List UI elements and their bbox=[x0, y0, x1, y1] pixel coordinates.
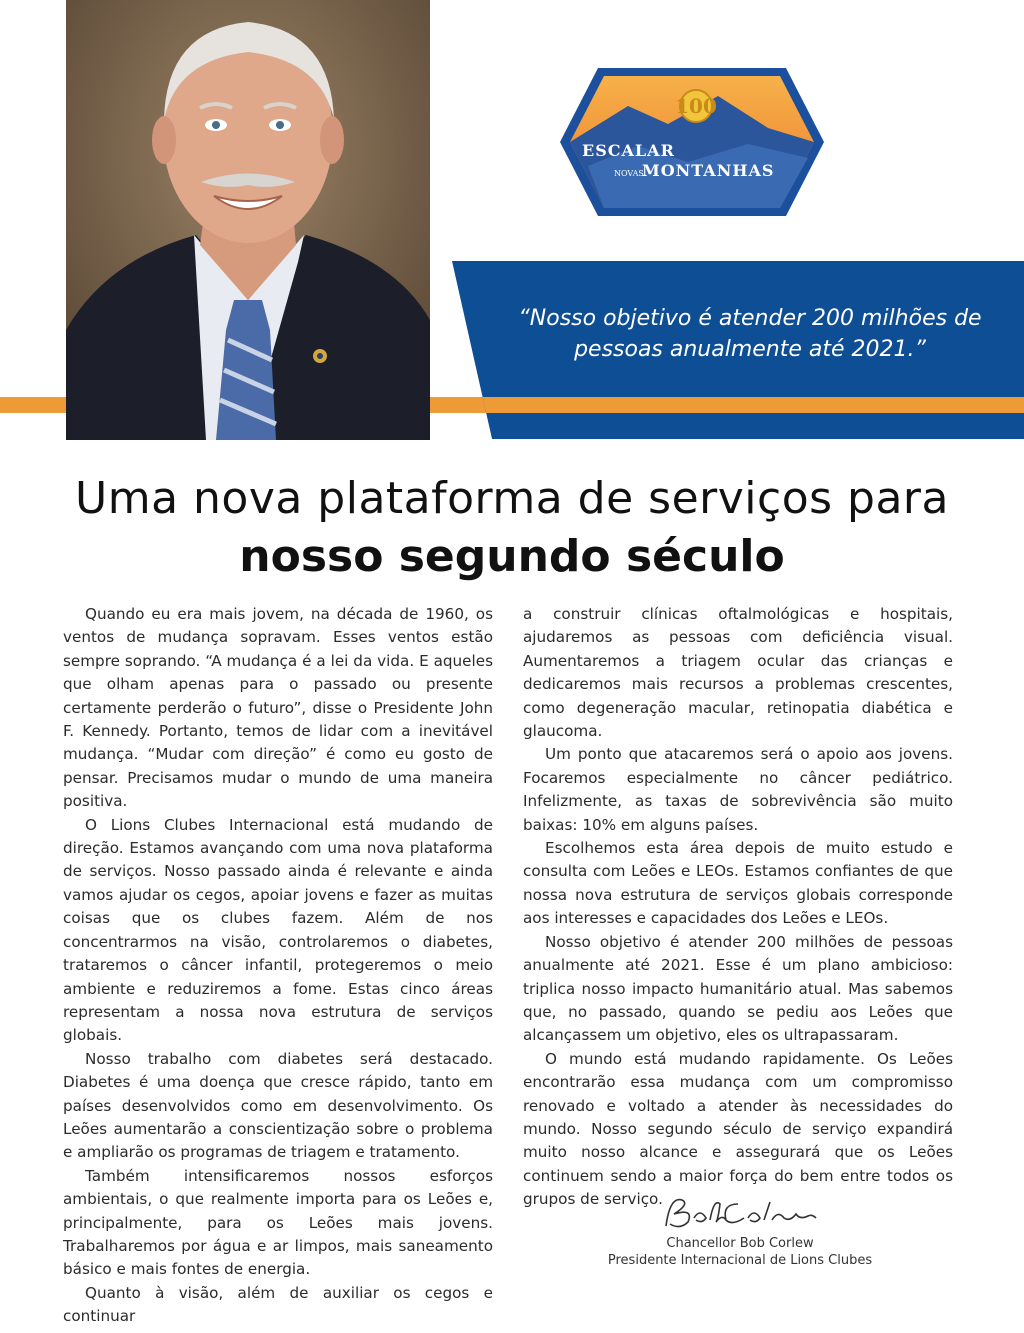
handwritten-signature bbox=[660, 1190, 820, 1234]
orange-stripe-overlay bbox=[452, 397, 1024, 413]
portrait-illustration bbox=[66, 0, 430, 440]
logo-line1: ESCALAR bbox=[582, 141, 675, 160]
right-column bbox=[523, 603, 953, 1212]
centennial-logo bbox=[558, 66, 826, 218]
paragraph: a construir clínicas oftalmológicas e hospitais, ajudaremos as pessoas com deficiência visual. Aumentaremos a triagem ocular das crianças e dedicaremos mais recursos a problemas crescentes, como degeneração macular, retinopatia diabética e glaucoma. bbox=[523, 605, 953, 741]
paragraph: Escolhemos esta área depois de muito estudo e consulta com Leões e LEOs. Estamos confiantes de que nossa nova estrutura de serviços globais corresponde aos interesses e capacidades dos Leões e LEOs. bbox=[523, 839, 953, 928]
logo-line2: MONTANHAS bbox=[642, 161, 775, 180]
logo-line2-small: NOVAS bbox=[614, 169, 644, 178]
president-portrait bbox=[66, 0, 430, 440]
logo-centennial: 100 bbox=[675, 94, 717, 118]
article-title bbox=[0, 470, 1024, 586]
pull-quote: “Nosso objetivo é atender 200 milhões de pessoas anualmente até 2021.” bbox=[518, 306, 982, 362]
paragraph: Nosso trabalho com diabetes será destacado. Diabetes é uma doença que cresce rápido, tanto em países desenvolvidos como em desenvolvimento. Os Leões aumentarão a conscientização sobre o problema e ampliarão os programas de triagem e tratamento. bbox=[63, 1049, 493, 1162]
signatory-name: Chancellor Bob Corlew bbox=[666, 1236, 814, 1251]
title-line-1: Uma nova plataforma de serviços para bbox=[75, 473, 949, 524]
paragraph: Quando eu era mais jovem, na década de 1960, os ventos de mudança sopravam. Esses ventos estão sempre soprando. “A mudança é a lei da vida. E aqueles que olham apenas para o passado ou presente certamente perderão o futuro”, disse o Presidente John F. Kennedy. Portanto, temos de lidar com a inevitável mudança. “Mudar com direção” é como eu gosto de pensar. Precisamos mudar o mundo de uma maneira positiva. bbox=[63, 605, 493, 811]
left-column bbox=[63, 603, 493, 1329]
paragraph: Quanto à visão, além de auxiliar os cegos e continuar bbox=[63, 1283, 493, 1326]
signatory-role: Presidente Internacional de Lions Clubes bbox=[607, 1253, 873, 1268]
paragraph: Um ponto que atacaremos será o apoio aos jovens. Focaremos especialmente no câncer pediátrico. Infelizmente, as taxas de sobrevivência são muito baixas: 10% em alguns países. bbox=[523, 745, 953, 834]
mountain-badge-icon bbox=[558, 66, 826, 218]
paragraph: Nosso objetivo é atender 200 milhões de pessoas anualmente até 2021. Esse é um plano ambicioso: triplica nosso impacto humanitário atual. Mas sabemos que, no passado, quando se pediu aos Leões que alcançassem um objetivo, eles os ultrapassaram. bbox=[523, 932, 953, 1045]
paragraph: O mundo está mudando rapidamente. Os Leões encontrarão essa mudança com um compromisso renovado e voltado a atender às necessidades do mundo. Nosso segundo século de serviço expandirá muito nosso alcance e assegurará que os Leões continuem sendo a maior força do bem entre todos os grupos de serviço. bbox=[523, 1049, 953, 1209]
title-line-2: nosso segundo século bbox=[239, 531, 785, 582]
paragraph: Também intensificaremos nossos esforços ambientais, o que realmente importa para os Leões e, principalmente, para os Leões mais jovens. Trabalharemos por água e ar limpos, mais saneamento básico e mais fontes de energia. bbox=[63, 1166, 493, 1279]
paragraph: O Lions Clubes Internacional está mudando de direção. Estamos avançando com uma nova plataforma de serviços. Nosso passado ainda é relevante e ainda vamos ajudar os cegos, apoiar jovens e fazer as muitas coisas que os clubes fazem. Além de nos concentrarmos na visão, controlaremos o diabetes, trataremos o câncer infantil, protegeremos o meio ambiente e reduziremos a fome. Estas cinco áreas representam a nossa nova estrutura de serviços globais. bbox=[63, 815, 493, 1045]
